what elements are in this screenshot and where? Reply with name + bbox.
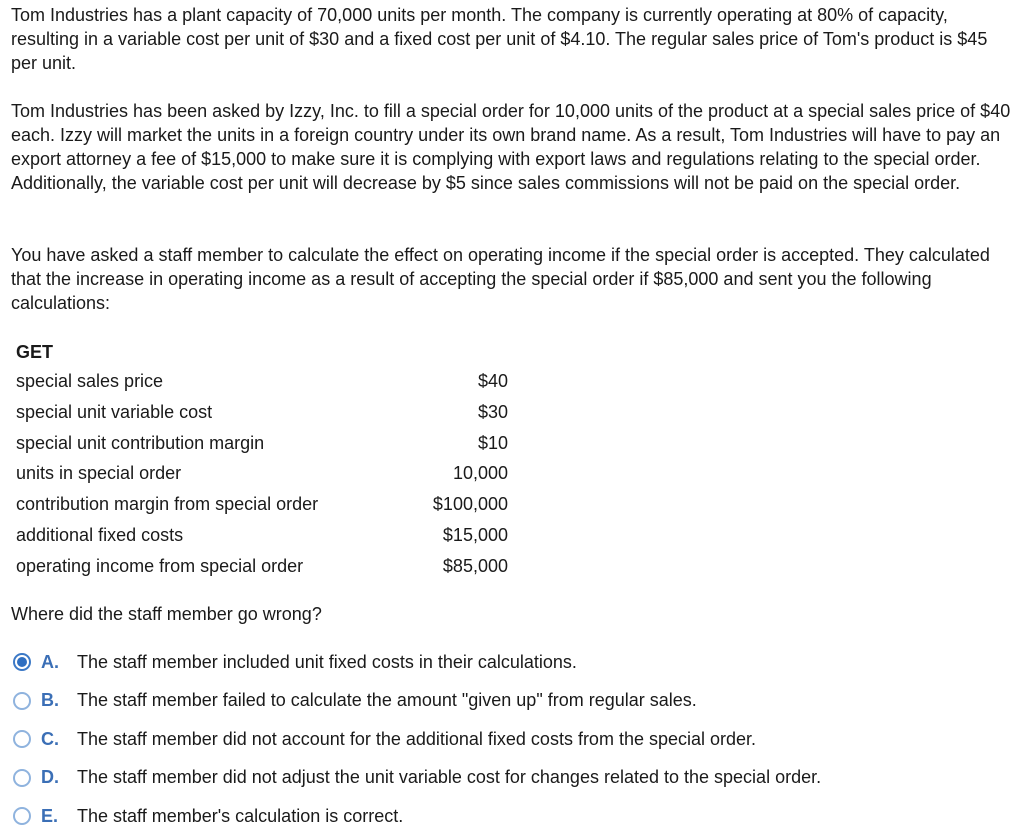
calculation-heading: GET (16, 342, 54, 362)
calc-value: 10,000 (452, 463, 508, 484)
radio-button[interactable] (13, 807, 31, 825)
calc-row (16, 366, 508, 397)
calc-value: $10 (477, 432, 508, 453)
answer-choices (13, 643, 821, 836)
choice-letter: B. (41, 690, 59, 711)
radio-button[interactable] (13, 692, 31, 710)
radio-dot (17, 657, 27, 667)
choice-letter: A. (41, 651, 59, 672)
calc-label: special unit variable cost (16, 401, 213, 422)
calc-value: $40 (477, 371, 508, 391)
calc-value: $30 (477, 401, 508, 422)
choice-text: The staff member failed to calculate the amount "given up" from regular sales. (77, 690, 697, 711)
problem-paragraph-2: Tom Industries has been asked by Izzy, Inc. to fill a special order for 10,000 units of the product at a special sales price of $40 each. Izzy will market the units in a foreign country under its own brand name. As a result, Tom Industries will have to pay an export attorney a fee of $15,000 to make sure it is complying with export laws and regulations relating to the special order. Additionally, the variable cost per unit will decrease by $5 since sales commissions will not be paid on the special order. (11, 101, 1011, 193)
calc-value: $100,000 (432, 494, 508, 515)
choice-text: The staff member did not account for the additional fixed costs from the special order. (77, 728, 757, 749)
radio-button[interactable] (13, 769, 31, 787)
calc-row (16, 489, 508, 520)
choice-b[interactable] (13, 682, 821, 721)
choice-d[interactable] (13, 759, 821, 798)
calc-row (16, 520, 508, 551)
problem-paragraph-1: Tom Industries has a plant capacity of 70,000 units per month. The company is currently operating at 80% of capacity, resulting in a variable cost per unit of $30 and a fixed cost per unit of $4.10. The regular sales price of Tom's product is $45 per unit. (11, 5, 988, 73)
calculation-table (16, 340, 508, 582)
choice-text: The staff member did not adjust the unit variable cost for changes related to the special order. (77, 767, 822, 788)
calc-label: additional fixed costs (16, 524, 184, 545)
choice-text: The staff member's calculation is correct. (77, 805, 404, 826)
choice-c[interactable] (13, 720, 821, 759)
calc-row (16, 397, 508, 428)
calc-row (16, 458, 508, 489)
choice-letter: D. (41, 767, 59, 788)
problem-paragraph-3: You have asked a staff member to calculate the effect on operating income if the special order is accepted. They calculated that the increase in operating income as a result of accepting the special order if $85,000 and sent you the following calculations: (11, 245, 990, 313)
calc-row (16, 551, 508, 582)
choice-e[interactable] (13, 797, 821, 836)
calc-label: operating income from special order (16, 555, 304, 576)
radio-button-selected[interactable] (13, 653, 31, 671)
calc-label: special unit contribution margin (16, 432, 265, 453)
calc-label: units in special order (16, 463, 182, 484)
calc-label: contribution margin from special order (16, 494, 319, 515)
calc-value: $85,000 (442, 555, 508, 576)
calc-value: $15,000 (442, 524, 508, 545)
choice-letter: C. (41, 728, 59, 749)
calc-row (16, 428, 508, 459)
choice-a[interactable] (13, 643, 821, 682)
choice-text: The staff member included unit fixed costs in their calculations. (77, 651, 577, 672)
calc-label: special sales price (16, 371, 164, 391)
radio-button[interactable] (13, 730, 31, 748)
choice-letter: E. (41, 805, 59, 826)
question-prompt: Where did the staff member go wrong? (11, 604, 322, 624)
